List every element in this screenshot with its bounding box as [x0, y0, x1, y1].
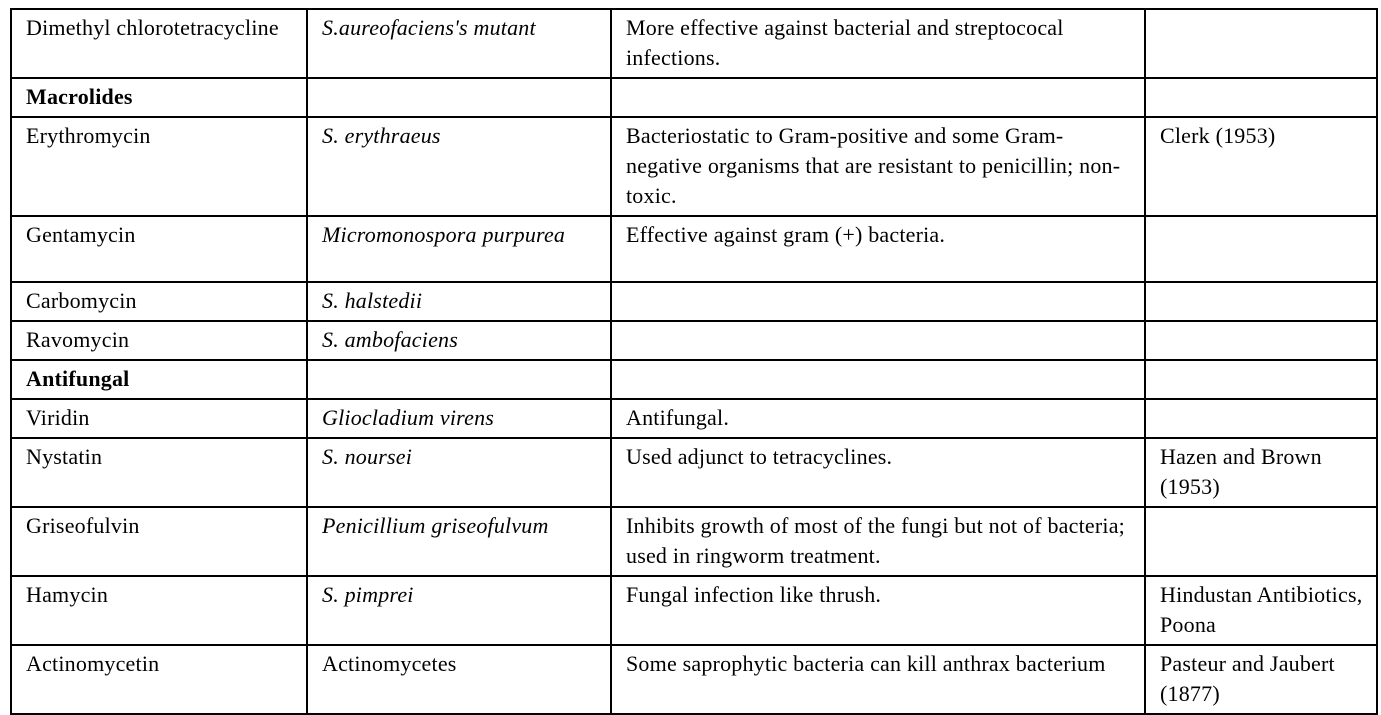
- organism-cell: S. pimprei: [307, 576, 611, 645]
- reference-cell: Hindustan Antibiotics, Poona: [1145, 576, 1377, 645]
- use-cell: More effective against bacterial and streptococal infections.: [611, 9, 1145, 78]
- use-cell: [611, 282, 1145, 321]
- reference-cell: [1145, 216, 1377, 282]
- use-cell: [611, 321, 1145, 360]
- use-cell: Bacteriostatic to Gram-positive and some Gram-negative organisms that are resistant to penicillin; non-toxic.: [611, 117, 1145, 216]
- organism-cell: Micromonospora purpurea: [307, 216, 611, 282]
- reference-cell: [1145, 399, 1377, 438]
- antibiotics-table: [10, 8, 1378, 715]
- table-row: [11, 438, 1377, 507]
- table-body: [11, 9, 1377, 714]
- organism-cell: S.aureofaciens's mutant: [307, 9, 611, 78]
- antibiotic-cell: Gentamycin: [11, 216, 307, 282]
- antibiotic-cell: Dimethyl chlorotetracycline: [11, 9, 307, 78]
- organism-cell: S. halstedii: [307, 282, 611, 321]
- table-row: [11, 576, 1377, 645]
- organism-cell: S. ambofaciens: [307, 321, 611, 360]
- use-cell: Effective against gram (+) bacteria.: [611, 216, 1145, 282]
- table-row: [11, 216, 1377, 282]
- reference-cell: [1145, 78, 1377, 117]
- section-heading: Antifungal: [11, 360, 307, 399]
- reference-cell: [1145, 9, 1377, 78]
- organism-cell: [307, 78, 611, 117]
- antibiotic-cell: Hamycin: [11, 576, 307, 645]
- antibiotic-cell: Actinomycetin: [11, 645, 307, 714]
- use-cell: [611, 78, 1145, 117]
- reference-cell: [1145, 507, 1377, 576]
- table-row: [11, 645, 1377, 714]
- antibiotic-cell: Carbomycin: [11, 282, 307, 321]
- reference-cell: Pasteur and Jaubert (1877): [1145, 645, 1377, 714]
- use-cell: Antifungal.: [611, 399, 1145, 438]
- use-cell: Inhibits growth of most of the fungi but not of bacteria; used in ringworm treatment.: [611, 507, 1145, 576]
- use-cell: Fungal infection like thrush.: [611, 576, 1145, 645]
- reference-cell: [1145, 282, 1377, 321]
- section-row: [11, 360, 1377, 399]
- reference-cell: Hazen and Brown (1953): [1145, 438, 1377, 507]
- antibiotic-cell: Nystatin: [11, 438, 307, 507]
- table-row: [11, 321, 1377, 360]
- reference-cell: [1145, 360, 1377, 399]
- table-row: [11, 9, 1377, 78]
- table-row: [11, 399, 1377, 438]
- reference-cell: Clerk (1953): [1145, 117, 1377, 216]
- use-cell: Used adjunct to tetracyclines.: [611, 438, 1145, 507]
- antibiotic-cell: Griseofulvin: [11, 507, 307, 576]
- organism-cell: Gliocladium virens: [307, 399, 611, 438]
- organism-cell: S. noursei: [307, 438, 611, 507]
- antibiotic-cell: Viridin: [11, 399, 307, 438]
- antibiotic-cell: Ravomycin: [11, 321, 307, 360]
- section-heading: Macrolides: [11, 78, 307, 117]
- table-row: [11, 507, 1377, 576]
- table-row: [11, 117, 1377, 216]
- antibiotic-cell: Erythromycin: [11, 117, 307, 216]
- table-row: [11, 282, 1377, 321]
- organism-cell: Actinomycetes: [307, 645, 611, 714]
- organism-cell: S. erythraeus: [307, 117, 611, 216]
- organism-cell: Penicillium griseofulvum: [307, 507, 611, 576]
- use-cell: Some saprophytic bacteria can kill anthrax bacterium: [611, 645, 1145, 714]
- section-row: [11, 78, 1377, 117]
- use-cell: [611, 360, 1145, 399]
- organism-cell: [307, 360, 611, 399]
- reference-cell: [1145, 321, 1377, 360]
